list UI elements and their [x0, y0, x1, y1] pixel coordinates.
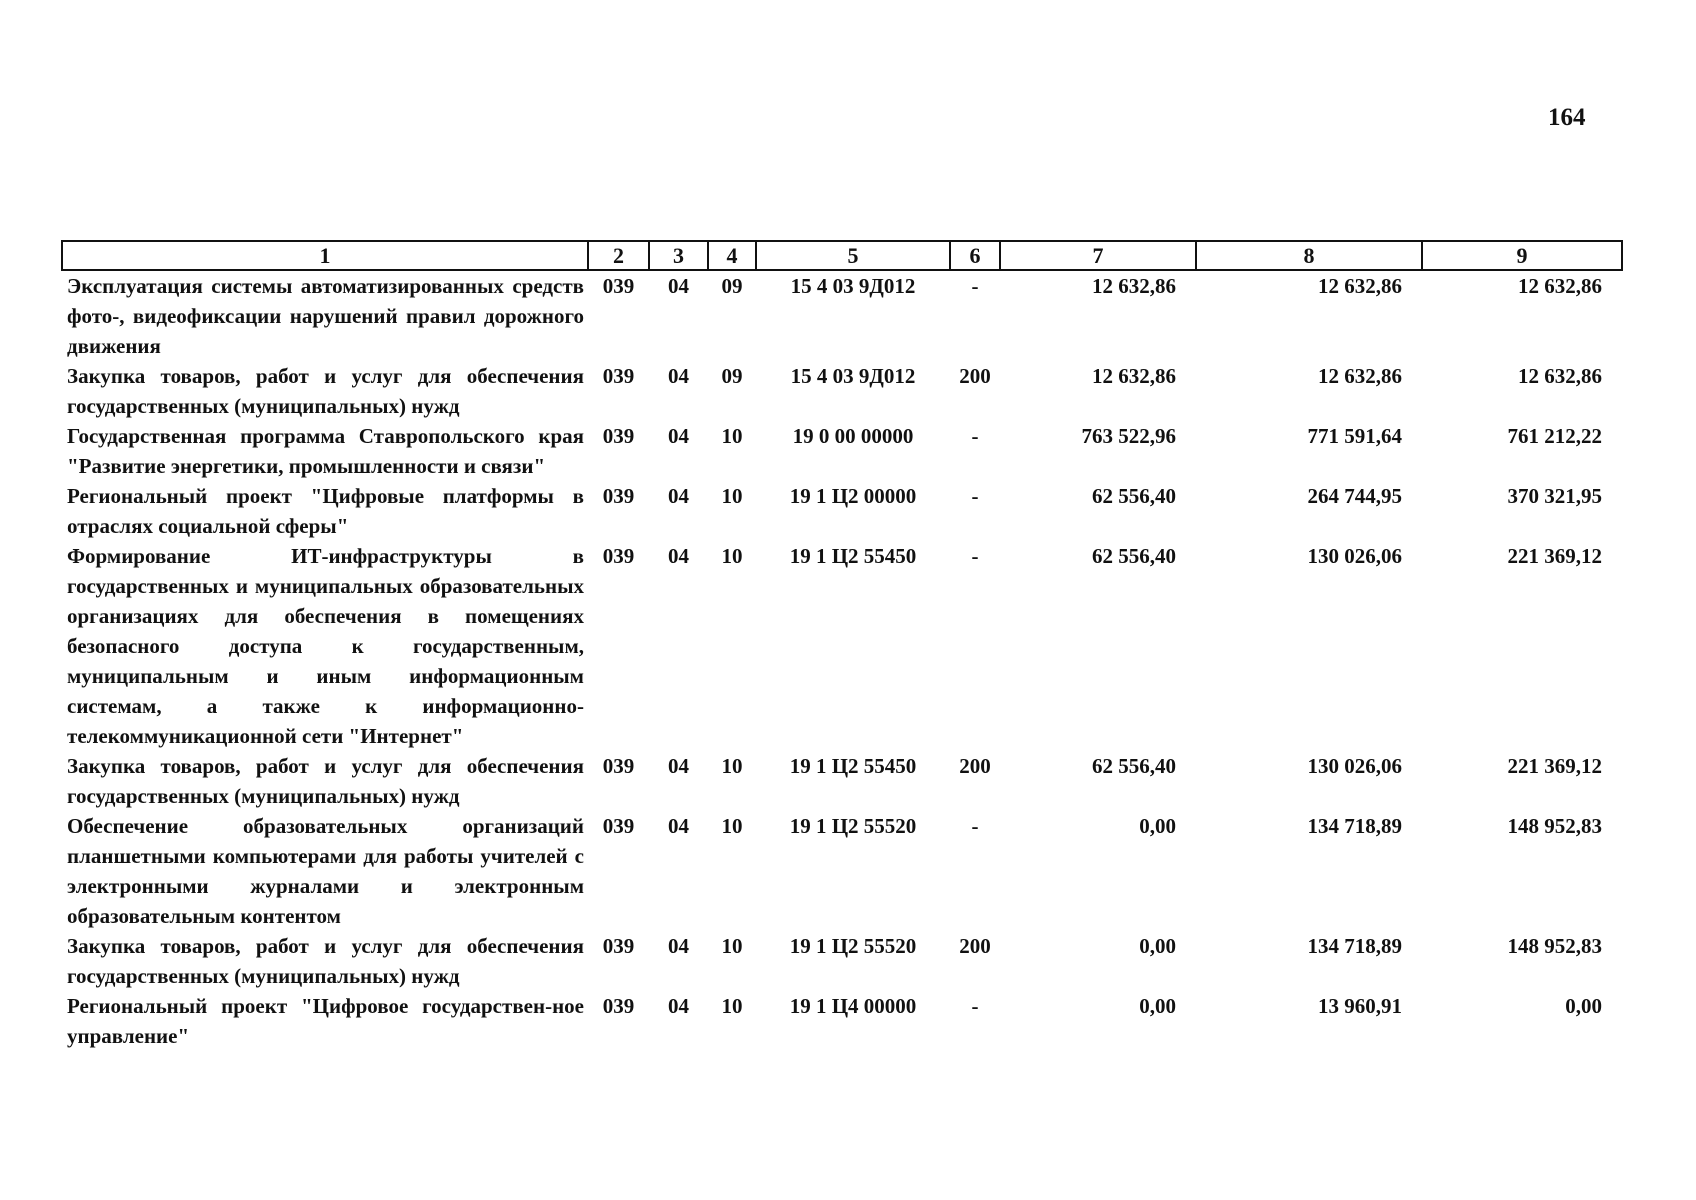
expense-type-code: - [971, 274, 979, 298]
amount-col8: 264 744,95 [1307, 484, 1402, 508]
header-cell: 1 [62, 241, 588, 270]
target-article-code: 19 1 Ц4 00000 [789, 994, 917, 1018]
section-code: 04 [668, 424, 689, 448]
amount-col9: 148 952,83 [1507, 934, 1602, 958]
expense-type-code: - [971, 424, 979, 448]
header-cell: 4 [708, 241, 756, 270]
table-row [62, 270, 1622, 361]
amount-col7: 0,00 [1139, 934, 1176, 958]
target-article-code: 19 1 Ц2 55450 [789, 754, 917, 778]
table-row [62, 361, 1622, 421]
table-row [62, 811, 1622, 931]
ved-code: 039 [602, 814, 635, 838]
expense-type-code: - [971, 994, 979, 1018]
table-row [62, 751, 1622, 811]
item-name: Закупка товаров, работ и услуг для обеспечения государственных (муниципальных) нужд [67, 754, 584, 808]
amount-col8: 13 960,91 [1318, 994, 1402, 1018]
table-row [62, 421, 1622, 481]
table-row [62, 481, 1622, 541]
section-code: 04 [668, 814, 689, 838]
table-body [62, 270, 1622, 1051]
header-cell: 3 [649, 241, 708, 270]
amount-col9: 221 369,12 [1507, 754, 1602, 778]
header-row [62, 241, 1622, 270]
page-number: 164 [1548, 104, 1586, 131]
amount-col9: 148 952,83 [1507, 814, 1602, 838]
item-name: Обеспечение образовательных организаций планшетными компьютерами для работы учителей с электронными журналами и электронным образовательным контентом [67, 814, 584, 928]
amount-col7: 12 632,86 [1092, 364, 1176, 388]
header-cell: 7 [1000, 241, 1196, 270]
expense-type-code: - [971, 814, 979, 838]
header-cell: 8 [1196, 241, 1422, 270]
amount-col8: 12 632,86 [1318, 274, 1402, 298]
subsection-code: 10 [721, 544, 743, 568]
subsection-code: 10 [721, 424, 743, 448]
section-code: 04 [668, 544, 689, 568]
table-row [62, 541, 1622, 751]
table-header [62, 241, 1622, 270]
ved-code: 039 [602, 994, 635, 1018]
subsection-code: 10 [721, 994, 743, 1018]
amount-col7: 62 556,40 [1092, 754, 1176, 778]
subsection-code: 10 [721, 814, 743, 838]
amount-col7: 62 556,40 [1092, 544, 1176, 568]
target-article-code: 19 1 Ц2 55520 [789, 814, 917, 838]
item-name: Региональный проект "Цифровые платформы в отраслях социальной сферы" [67, 484, 584, 538]
amount-col8: 130 026,06 [1307, 544, 1402, 568]
item-name: Эксплуатация системы автоматизированных средств фото-, видеофиксации нарушений правил дорожного движения [67, 274, 584, 358]
header-cell: 9 [1422, 241, 1622, 270]
section-code: 04 [668, 934, 689, 958]
amount-col8: 134 718,89 [1307, 934, 1402, 958]
amount-col7: 0,00 [1139, 814, 1176, 838]
amount-col8: 771 591,64 [1307, 424, 1402, 448]
item-name: Формирование ИТ-инфраструктуры в государственных и муниципальных образовательных организациях для обеспечения в помещениях безопасного доступа к государственным, муниципальным и иным информационным системам, а также к информационно-телекоммуникационной сети "Интернет" [67, 544, 584, 748]
target-article-code: 19 1 Ц2 55450 [789, 544, 917, 568]
amount-col8: 12 632,86 [1318, 364, 1402, 388]
ved-code: 039 [602, 934, 635, 958]
ved-code: 039 [602, 364, 635, 388]
expense-type-code: - [971, 544, 979, 568]
amount-col7: 62 556,40 [1092, 484, 1176, 508]
amount-col7: 12 632,86 [1092, 274, 1176, 298]
section-code: 04 [668, 364, 689, 388]
ved-code: 039 [602, 424, 635, 448]
expense-type-code: 200 [959, 754, 991, 778]
amount-col7: 763 522,96 [1081, 424, 1176, 448]
header-cell: 2 [588, 241, 649, 270]
header-cell: 5 [756, 241, 950, 270]
ved-code: 039 [602, 754, 635, 778]
amount-col8: 134 718,89 [1307, 814, 1402, 838]
section-code: 04 [668, 274, 689, 298]
target-article-code: 15 4 03 9Д012 [790, 274, 916, 298]
subsection-code: 10 [721, 754, 743, 778]
amount-col9: 12 632,86 [1518, 364, 1602, 388]
section-code: 04 [668, 484, 689, 508]
item-name: Государственная программа Ставропольского края "Развитие энергетики, промышленности и связи" [67, 424, 584, 478]
ved-code: 039 [602, 544, 635, 568]
amount-col8: 130 026,06 [1307, 754, 1402, 778]
header-cell: 6 [950, 241, 1000, 270]
subsection-code: 09 [721, 274, 743, 298]
target-article-code: 15 4 03 9Д012 [790, 364, 916, 388]
amount-col7: 0,00 [1139, 994, 1176, 1018]
amount-col9: 221 369,12 [1507, 544, 1602, 568]
target-article-code: 19 0 00 00000 [792, 424, 914, 448]
section-code: 04 [668, 994, 689, 1018]
amount-col9: 12 632,86 [1518, 274, 1602, 298]
subsection-code: 09 [721, 364, 743, 388]
expense-type-code: 200 [959, 364, 991, 388]
item-name: Закупка товаров, работ и услуг для обеспечения государственных (муниципальных) нужд [67, 364, 584, 418]
subsection-code: 10 [721, 934, 743, 958]
amount-col9: 761 212,22 [1507, 424, 1602, 448]
target-article-code: 19 1 Ц2 00000 [789, 484, 917, 508]
table-row [62, 991, 1622, 1051]
ved-code: 039 [602, 274, 635, 298]
budget-table [61, 240, 1623, 1051]
item-name: Региональный проект "Цифровое государствен-ное управление" [67, 994, 584, 1048]
amount-col9: 0,00 [1565, 994, 1602, 1018]
subsection-code: 10 [721, 484, 743, 508]
item-name: Закупка товаров, работ и услуг для обеспечения государственных (муниципальных) нужд [67, 934, 584, 988]
expense-type-code: 200 [959, 934, 991, 958]
expense-type-code: - [971, 484, 979, 508]
table-row [62, 931, 1622, 991]
section-code: 04 [668, 754, 689, 778]
ved-code: 039 [602, 484, 635, 508]
amount-col9: 370 321,95 [1507, 484, 1602, 508]
target-article-code: 19 1 Ц2 55520 [789, 934, 917, 958]
